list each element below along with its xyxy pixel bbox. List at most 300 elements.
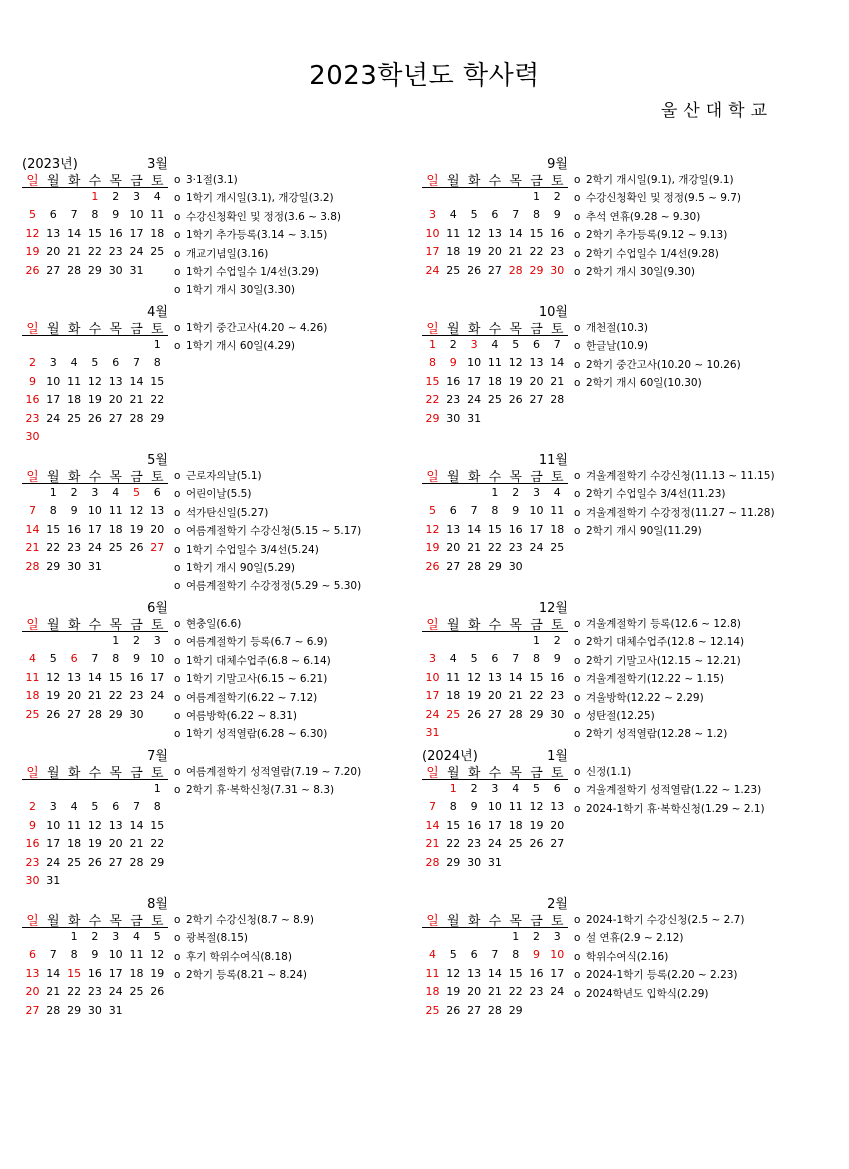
weekday-label: 화	[67, 914, 81, 929]
weekday-label: 화	[67, 174, 81, 189]
weekday-row	[422, 465, 568, 484]
calendar-day: 19	[467, 689, 482, 703]
event-text: 신정(1.1)	[586, 766, 632, 778]
bullet-icon: o	[574, 358, 581, 371]
bullet-icon: o	[174, 543, 181, 556]
calendar-day: 20	[529, 374, 544, 388]
bullet-icon: o	[574, 525, 581, 538]
event-item	[174, 505, 268, 520]
weekday-label: 토	[551, 618, 564, 633]
weekday-row	[422, 317, 568, 336]
calendar-day: 3	[49, 800, 57, 814]
weekday-row	[422, 613, 568, 632]
event-item	[174, 616, 241, 631]
event-item	[574, 634, 744, 649]
bullet-icon: o	[174, 618, 181, 630]
event-item	[174, 708, 297, 723]
calendar-day: 9	[29, 374, 36, 388]
calendar-day: 22	[529, 689, 544, 703]
event-text: 어린이날(5.5)	[186, 488, 252, 501]
event-item	[174, 671, 327, 686]
calendar-day: 11	[67, 374, 82, 388]
calendar-day: 14	[467, 522, 482, 536]
calendar-day: 17	[46, 837, 61, 851]
calendar-day: 20	[467, 985, 482, 999]
weekday-row	[422, 169, 568, 188]
weekday-label: 목	[109, 174, 122, 189]
calendar-day: 1	[70, 930, 78, 943]
calendar-day: 8	[533, 208, 540, 222]
calendar-day: 13	[529, 356, 544, 370]
weekday-label: 목	[109, 618, 122, 633]
calendar-day: 30	[25, 874, 40, 887]
calendar-day: 21	[487, 985, 502, 999]
month-header	[22, 152, 168, 170]
weekday-row	[22, 761, 168, 780]
calendar-day: 11	[425, 966, 440, 980]
calendar-day: 15	[529, 226, 544, 240]
calendar-day: 26	[46, 707, 61, 721]
event-text: 겨울계절학기 성적열람(1.22 ~ 1.23)	[586, 784, 762, 797]
calendar-day: 10	[108, 948, 123, 962]
weekday-label: 화	[67, 470, 81, 485]
bullet-icon: o	[174, 710, 181, 722]
calendar-day: 26	[150, 985, 165, 999]
calendar-day: 3	[133, 190, 140, 203]
weekday-label: 목	[109, 914, 122, 929]
weekday-label: 금	[130, 322, 143, 337]
calendar-day: 22	[529, 245, 544, 259]
event-text: 1학기 성적열람(6.28 ~ 6.30)	[186, 728, 328, 741]
calendar-day: 6	[49, 208, 57, 222]
weekday-label: 금	[130, 618, 143, 633]
month-label: 6월	[147, 601, 168, 616]
event-item	[174, 190, 334, 205]
event-item	[174, 523, 361, 538]
weekday-label: 일	[426, 618, 439, 633]
calendar-day: 23	[67, 541, 82, 555]
calendar-day: 3	[470, 338, 478, 351]
event-item	[174, 209, 341, 224]
calendar-day: 24	[467, 393, 482, 407]
calendar-day: 10	[425, 226, 440, 240]
calendar-day: 27	[67, 707, 82, 721]
calendar-day: 8	[153, 800, 161, 814]
calendar-day: 16	[550, 670, 565, 684]
calendar-day: 21	[25, 541, 40, 555]
calendar-day: 24	[150, 689, 165, 703]
calendar-day: 20	[108, 393, 123, 407]
month-label: 7월	[147, 749, 168, 764]
calendar-day: 13	[25, 966, 40, 980]
calendar-day: 16	[529, 966, 544, 980]
calendar-day: 28	[467, 559, 482, 573]
calendar-day: 12	[508, 356, 523, 370]
weekday-label: 화	[467, 174, 481, 189]
event-item	[174, 634, 328, 649]
calendar-day: 2	[470, 782, 478, 795]
calendar-day: 28	[87, 707, 102, 721]
calendar-day: 25	[67, 411, 82, 425]
bullet-icon: o	[574, 470, 581, 482]
calendar-day: 23	[25, 855, 40, 869]
weekday-label: 일	[426, 470, 439, 485]
calendar-day: 4	[133, 930, 140, 943]
month-block-jan	[422, 744, 822, 894]
calendar-day: 18	[425, 985, 440, 999]
weekday-row	[22, 169, 168, 188]
calendar-day: 16	[108, 226, 123, 240]
calendar-day: 14	[129, 818, 144, 832]
calendar-day: 5	[470, 208, 478, 222]
calendar-day: 30	[508, 559, 523, 573]
calendar-day: 12	[467, 670, 482, 684]
calendar-day: 28	[46, 1003, 61, 1017]
calendar-day: 19	[446, 985, 461, 999]
calendar-day: 20	[550, 818, 565, 832]
event-text: 여름계절학기 수강신청(5.15 ~ 5.17)	[186, 525, 362, 538]
event-item	[574, 523, 702, 538]
calendar-day: 8	[49, 504, 57, 518]
bullet-icon: o	[574, 377, 581, 390]
bullet-icon: o	[574, 618, 581, 630]
calendar-day: 22	[446, 837, 461, 851]
calendar-day: 30	[108, 263, 123, 277]
calendar-day: 19	[129, 522, 144, 536]
event-text: 겨울계절학기 수강신청(11.13 ~ 11.15)	[586, 470, 775, 482]
event-text: 1학기 기말고사(6.15 ~ 6.21)	[186, 673, 328, 686]
calendar-day: 29	[529, 707, 544, 721]
weekday-label: 월	[447, 766, 460, 781]
event-item	[174, 967, 307, 982]
calendar-day: 17	[467, 374, 482, 388]
event-text: 1학기 대체수업주(6.8 ~ 6.14)	[186, 654, 331, 667]
calendar-day: 13	[108, 374, 123, 388]
calendar-day: 11	[25, 670, 40, 684]
calendar-day: 21	[129, 837, 144, 851]
calendar-day: 18	[129, 966, 144, 980]
calendar-day: 11	[487, 356, 502, 370]
event-text: 개교기념일(3.16)	[186, 247, 269, 260]
event-text: 2학기 개시일(9.1), 개강일(9.1)	[586, 174, 734, 186]
calendar-day: 12	[425, 522, 440, 536]
calendar-day: 27	[487, 263, 502, 277]
calendar-day: 2	[553, 190, 561, 203]
calendar-day: 13	[446, 522, 461, 536]
event-item	[574, 227, 727, 242]
calendar-day: 29	[446, 855, 461, 869]
calendar-day: 8	[153, 356, 161, 370]
bullet-icon: o	[574, 192, 581, 205]
month-header	[422, 892, 568, 910]
calendar-day: 27	[25, 1003, 40, 1017]
bullet-icon: o	[574, 802, 581, 815]
weekday-label: 목	[109, 766, 122, 781]
bullet-icon: o	[174, 229, 181, 242]
calendar-day: 12	[529, 800, 544, 814]
calendar-day: 14	[425, 818, 440, 832]
calendar-day: 9	[553, 652, 561, 666]
bullet-icon: o	[174, 247, 181, 260]
calendar-day: 19	[425, 541, 440, 555]
calendar-day: 20	[487, 689, 502, 703]
weekday-label: 수	[88, 470, 102, 485]
calendar-day: 30	[446, 411, 461, 425]
event-text: 여름계절학기(6.22 ~ 7.12)	[186, 691, 318, 704]
calendar-day: 6	[112, 800, 120, 814]
event-text: 광복절(8.15)	[186, 932, 249, 945]
calendar-day: 11	[550, 504, 565, 518]
bullet-icon: o	[174, 969, 181, 982]
calendar-day: 6	[491, 208, 499, 222]
calendar-day: 30	[467, 855, 482, 869]
calendar-day: 23	[129, 689, 144, 703]
calendar-day: 26	[425, 559, 440, 573]
event-item	[174, 320, 327, 335]
calendar-day: 8	[512, 948, 520, 962]
event-text: 2학기 개시 90일(11.29)	[586, 525, 702, 538]
month-block-jun	[22, 596, 422, 746]
weekday-label: 월	[447, 470, 460, 485]
calendar-day: 23	[446, 393, 461, 407]
calendar-day: 10	[529, 504, 544, 518]
calendar-day: 12	[467, 226, 482, 240]
weekday-label: 금	[530, 914, 543, 929]
month-label: 8월	[147, 897, 168, 912]
calendar-day: 28	[508, 707, 523, 721]
calendar-day: 13	[487, 670, 502, 684]
weekday-label: 화	[467, 618, 481, 633]
weekday-label: 일	[426, 322, 439, 337]
calendar-day: 17	[150, 670, 165, 684]
bullet-icon: o	[574, 784, 581, 797]
calendar-day: 25	[446, 263, 461, 277]
calendar-day: 18	[446, 245, 461, 259]
weekday-label: 금	[530, 470, 543, 485]
calendar-day: 10	[46, 374, 61, 388]
event-item	[174, 264, 319, 279]
calendar-day: 18	[25, 689, 40, 703]
calendar-day: 3	[429, 208, 436, 222]
calendar-day: 1	[112, 634, 120, 647]
calendar-day: 14	[25, 522, 40, 536]
calendar-day: 29	[529, 263, 544, 277]
calendar-day: 25	[487, 393, 502, 407]
event-text: 1학기 수업일수 1/4선(3.29)	[186, 266, 319, 278]
calendar-day: 1	[533, 190, 540, 203]
event-item	[174, 227, 327, 242]
month-block-nov	[422, 448, 822, 598]
event-item	[574, 246, 719, 261]
calendar-day: 26	[529, 837, 544, 851]
event-item	[574, 616, 741, 631]
calendar-day: 24	[425, 263, 440, 277]
calendar-day: 19	[87, 393, 102, 407]
bullet-icon: o	[574, 636, 581, 649]
weekday-label: 화	[67, 618, 81, 633]
school-name: 울산대학교	[660, 101, 773, 121]
weekday-label: 화	[467, 322, 481, 337]
calendar-day: 9	[470, 800, 478, 814]
calendar-day: 2	[449, 338, 457, 351]
event-text: 2학기 대체수업주(12.8 ~ 12.14)	[586, 636, 745, 649]
calendar-day: 19	[46, 689, 61, 703]
month-header	[22, 596, 168, 614]
calendar-day: 21	[508, 245, 523, 259]
event-text: 여름계절학기 성적열람(7.19 ~ 7.20)	[186, 766, 362, 778]
bullet-icon: o	[574, 673, 581, 686]
calendar-day: 8	[533, 652, 540, 666]
event-item	[174, 690, 317, 705]
event-text: 겨울계절학기 등록(12.6 ~ 12.8)	[586, 618, 741, 630]
event-text: 1학기 중간고사(4.20 ~ 4.26)	[186, 322, 328, 334]
calendar-day: 11	[508, 800, 523, 814]
calendar-day: 13	[67, 670, 82, 684]
bullet-icon: o	[174, 784, 181, 797]
calendar-day: 24	[487, 837, 502, 851]
event-item	[574, 671, 724, 686]
event-text: 현충일(6.6)	[186, 618, 242, 630]
event-text: 2학기 등록(8.21 ~ 8.24)	[186, 969, 308, 982]
weekday-label: 화	[467, 766, 481, 781]
calendar-day: 27	[108, 411, 123, 425]
calendar-day: 13	[550, 800, 565, 814]
bullet-icon: o	[174, 192, 181, 205]
calendar-day: 4	[512, 782, 520, 795]
calendar-day: 6	[553, 782, 561, 795]
calendar-day: 1	[449, 782, 457, 795]
calendar-day: 16	[508, 522, 523, 536]
event-item	[174, 486, 251, 501]
calendar-day: 16	[87, 966, 102, 980]
event-item	[574, 320, 648, 335]
calendar-day: 6	[29, 948, 36, 962]
calendar-day: 3	[112, 930, 120, 943]
calendar-day: 14	[129, 374, 144, 388]
calendar-day: 14	[508, 226, 523, 240]
event-text: 2학기 성적열람(12.28 ~ 1.2)	[586, 728, 728, 741]
calendar-day: 10	[129, 208, 144, 222]
weekday-row	[22, 465, 168, 484]
event-item	[174, 949, 292, 964]
bullet-icon: o	[174, 673, 181, 686]
weekday-label: 수	[488, 470, 502, 485]
bullet-icon: o	[574, 710, 581, 722]
weekday-label: 일	[426, 914, 439, 929]
calendar-day: 13	[487, 226, 502, 240]
calendar-day: 1	[512, 930, 520, 943]
calendar-day: 14	[550, 356, 565, 370]
event-text: 2학기 기말고사(12.15 ~ 12.21)	[586, 654, 741, 667]
weekday-label: 토	[551, 470, 564, 485]
month-label: 12월	[538, 601, 568, 616]
weekday-label: 일	[26, 470, 39, 485]
weekday-row	[422, 761, 568, 780]
calendar-day: 21	[129, 393, 144, 407]
calendar-day: 22	[150, 393, 165, 407]
calendar-day: 20	[487, 245, 502, 259]
calendar-day: 25	[129, 985, 144, 999]
event-text: 여름계절학기 등록(6.7 ~ 6.9)	[186, 636, 328, 649]
calendar-day: 19	[150, 966, 165, 980]
calendar-day: 16	[129, 670, 144, 684]
calendar-day: 21	[508, 689, 523, 703]
month-label: 5월	[147, 453, 168, 468]
calendar-day: 4	[449, 208, 457, 222]
calendar-day: 22	[46, 541, 61, 555]
calendar-day: 9	[29, 818, 36, 832]
calendar-day: 9	[553, 208, 561, 222]
calendar-day: 4	[449, 652, 457, 666]
calendar-day: 5	[29, 208, 36, 222]
weekday-label: 금	[130, 766, 143, 781]
year-label: (2023년)	[22, 157, 78, 172]
weekday-label: 수	[88, 618, 102, 633]
calendar-day: 7	[91, 652, 99, 666]
calendar-day: 26	[508, 393, 523, 407]
calendar-day: 9	[449, 356, 457, 370]
weekday-label: 금	[130, 470, 143, 485]
event-text: 2024학년도 입학식(2.29)	[586, 987, 709, 1000]
calendar-day: 22	[425, 393, 440, 407]
month-header	[22, 892, 168, 910]
weekday-label: 일	[26, 322, 39, 337]
calendar-day: 27	[467, 1003, 482, 1017]
calendar-day: 1	[533, 634, 540, 647]
weekday-label: 토	[151, 618, 164, 633]
event-item	[574, 949, 668, 964]
event-item	[574, 172, 734, 187]
weekday-row	[22, 909, 168, 928]
event-text: 겨울방학(12.22 ~ 2.29)	[586, 691, 704, 704]
calendar-day: 29	[425, 411, 440, 425]
event-item	[574, 190, 741, 205]
event-item	[174, 560, 295, 575]
calendar-day: 2	[133, 634, 140, 647]
calendar-day: 26	[25, 263, 40, 277]
event-item	[574, 690, 704, 705]
calendar-day: 6	[153, 486, 161, 499]
bullet-icon: o	[574, 247, 581, 260]
event-item	[174, 172, 238, 187]
calendar-day: 14	[67, 226, 82, 240]
calendar-day: 8	[449, 800, 457, 814]
calendar-day: 22	[87, 245, 102, 259]
weekday-label: 월	[447, 322, 460, 337]
calendar-day: 27	[108, 855, 123, 869]
weekday-label: 토	[151, 470, 164, 485]
calendar-day: 25	[446, 707, 461, 721]
calendar-day: 30	[67, 559, 82, 573]
calendar-day: 3	[533, 486, 540, 499]
bullet-icon: o	[174, 636, 181, 649]
bullet-icon: o	[174, 580, 181, 593]
month-block-mar	[22, 152, 422, 302]
weekday-label: 금	[530, 618, 543, 633]
calendar-day: 15	[425, 374, 440, 388]
calendar-day: 31	[46, 874, 61, 887]
calendar-day: 23	[87, 985, 102, 999]
calendar-day: 2	[112, 190, 120, 203]
month-header	[22, 448, 168, 466]
calendar-day: 20	[67, 689, 82, 703]
calendar-day: 9	[533, 948, 540, 962]
event-text: 2024-1학기 등록(2.20 ~ 2.23)	[586, 969, 738, 982]
year-label: (2024년)	[422, 749, 478, 764]
calendar-day: 11	[67, 818, 82, 832]
calendar-day: 22	[108, 689, 123, 703]
weekday-label: 금	[530, 766, 543, 781]
